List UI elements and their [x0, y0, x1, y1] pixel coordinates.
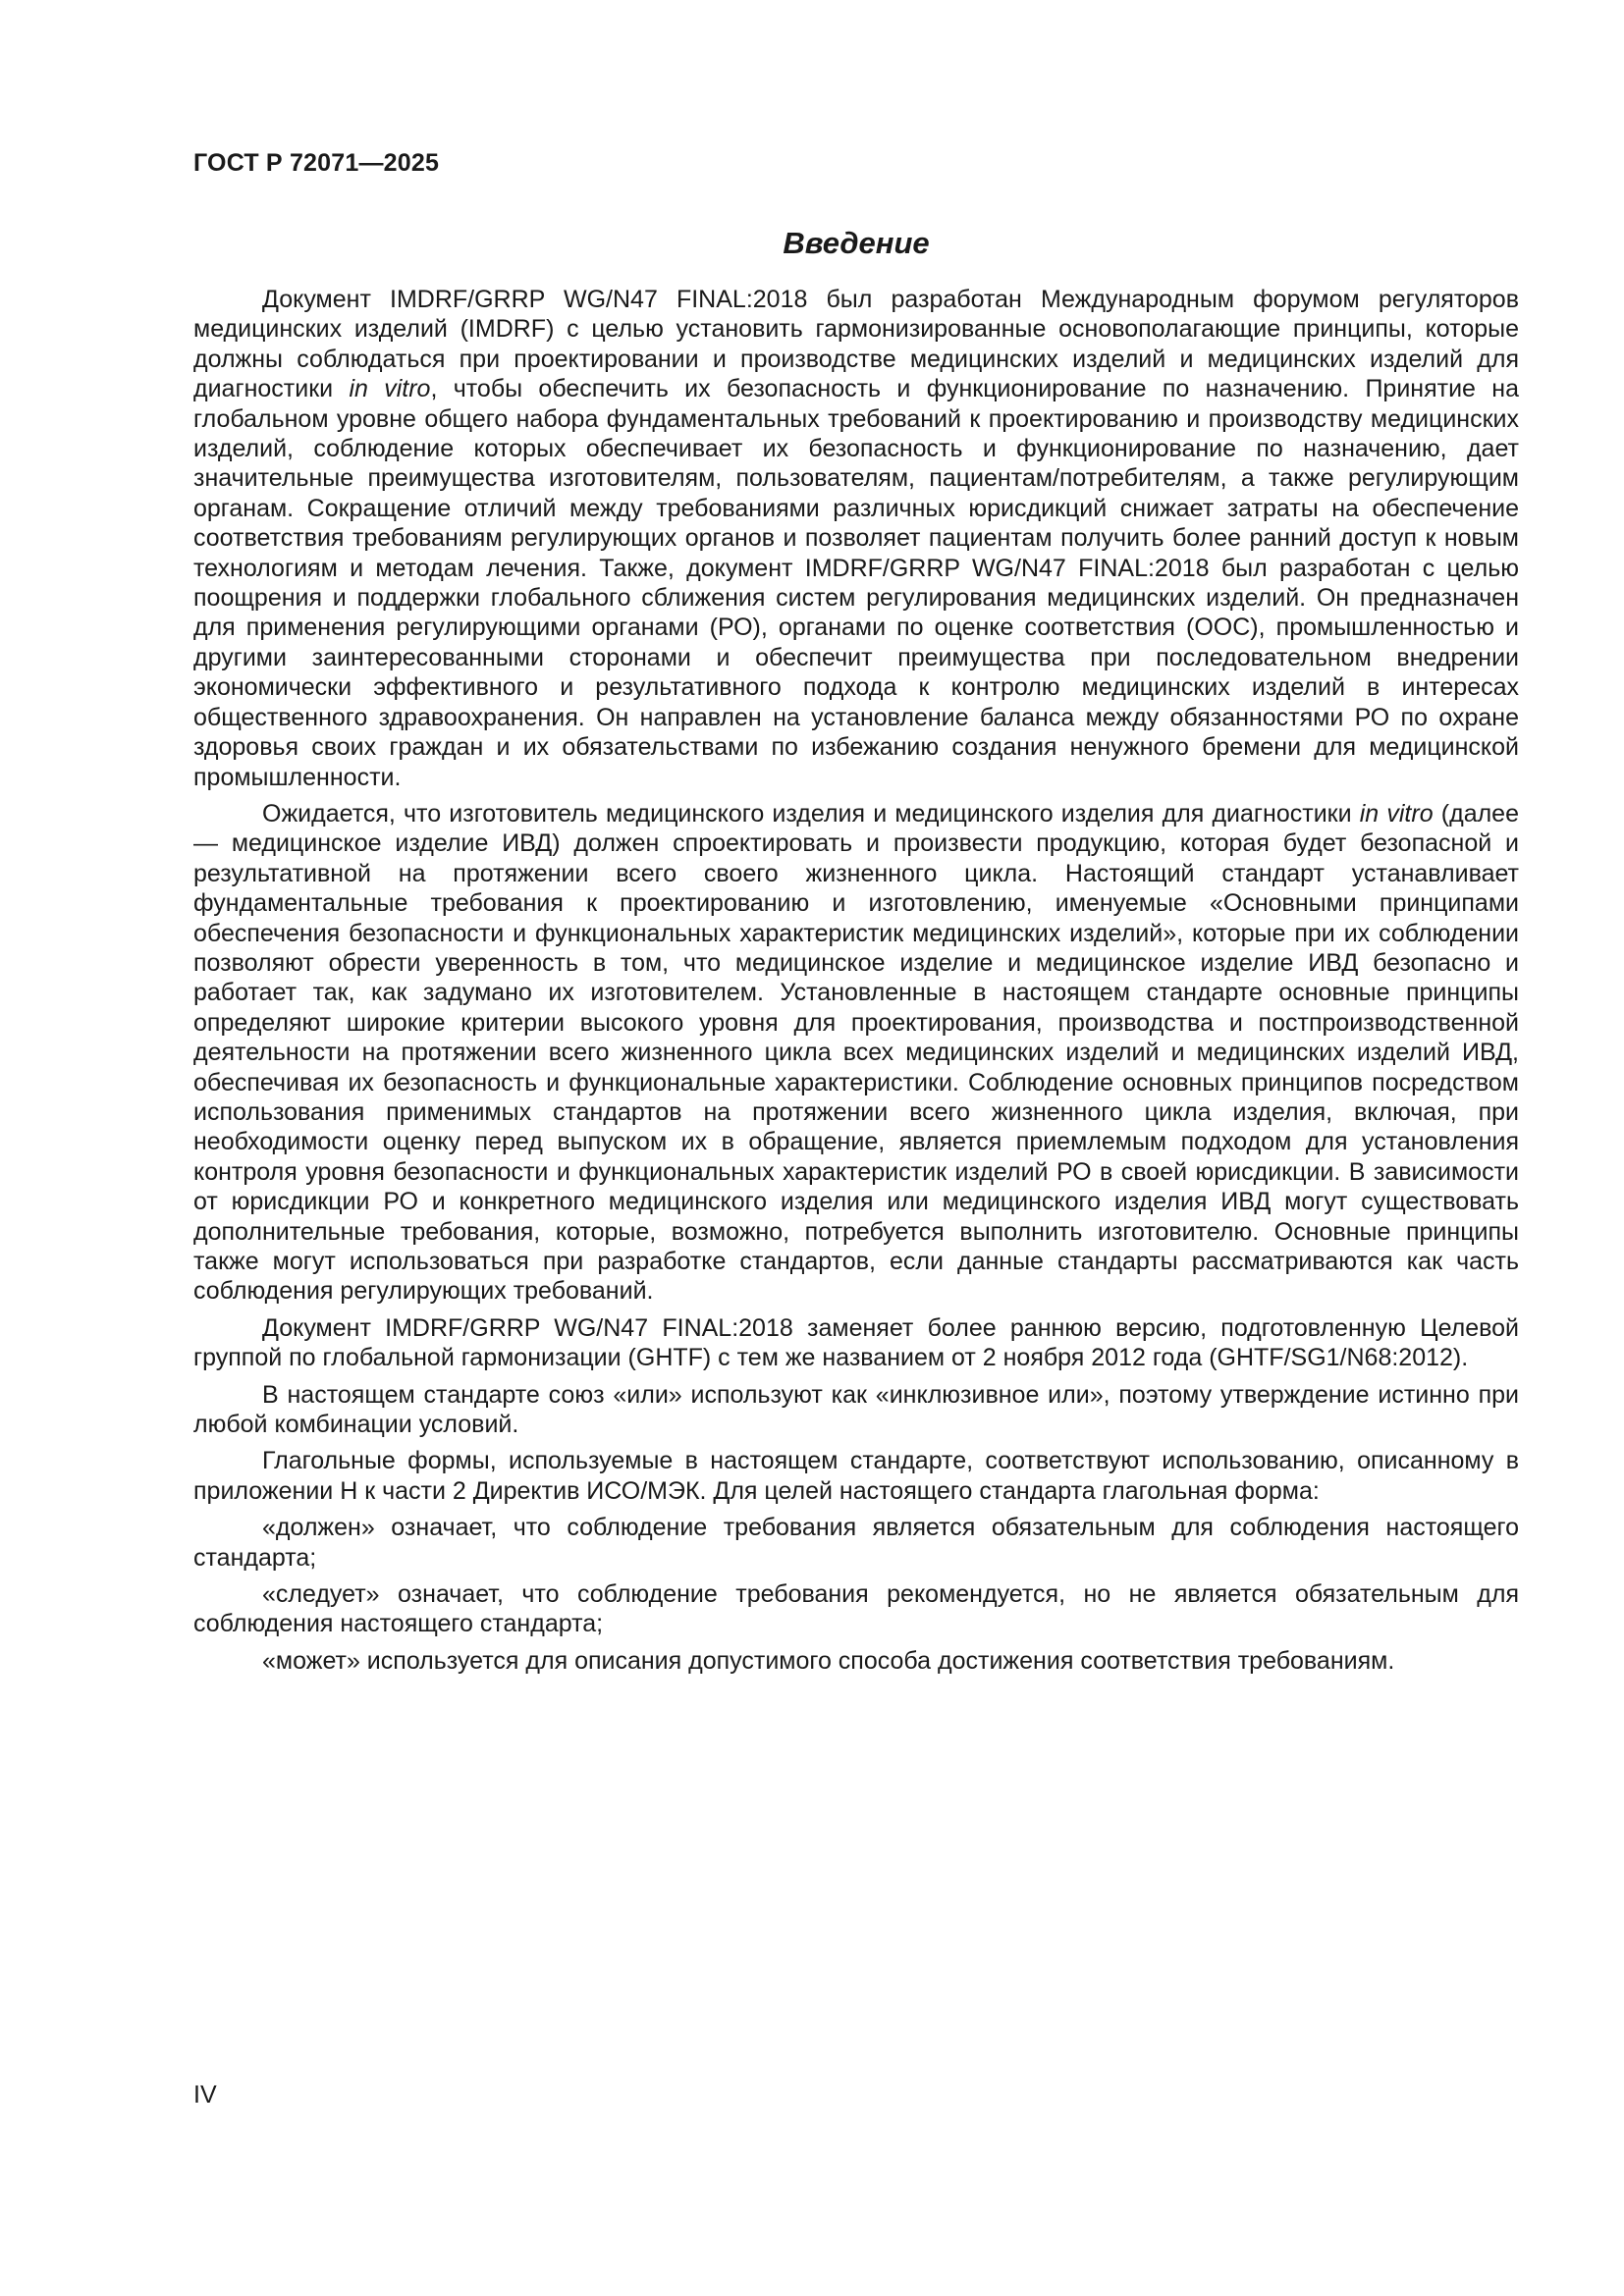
- paragraph-7: «следует» означает, что соблюдение требования рекомендуется, но не является обязательным для соблюдения настоящего стандарта;: [193, 1580, 1519, 1638]
- paragraph-4: В настоящем стандарте союз «или» используют как «инклюзивное или», поэтому утверждение истинно при любой комбинации условий.: [193, 1380, 1519, 1439]
- paragraph-1-part-a: Документ IMDRF/GRRP WG/N47 FINAL:2018 был разработан Международным форумом регуляторов медицинских изделий (IMDRF) с целью установить гармонизированные основополагающие принципы, которые должны соблюдаться при проектировании и производстве медицинских изделий и медицинских изделий для диагностики: [193, 286, 1519, 403]
- paragraph-8: «может» используется для описания допустимого способа достижения соответствия требованиям.: [262, 1646, 1395, 1675]
- paragraph-1-italic: in vitro: [349, 375, 431, 403]
- document-body: [193, 285, 1519, 1682]
- paragraph-2-part-b: (далее — медицинское изделие ИВД) должен спроектировать и произвести продукцию, которая будет безопасной и результативной на протяжении всего своего жизненного цикла. Настоящий стандарт устанавливает фундаментальные требования к проектированию и изготовлению, именуемые «Основными принципами обеспечения безопасности и функциональных характеристик медицинских изделий», которые при их соблюдении позволяют обрести уверенность в том, что медицинское изделие и медицинское изделие ИВД безопасно и работает так, как задумано их изготовителем. Установленные в настоящем стандарте основные принципы определяют широкие критерии высокого уровня для проектирования, производства и постпроизводственной деятельности на протяжении всего жизненного цикла всех медицинских изделий и медицинских изделий ИВД, обеспечивая их безопасность и функциональные характеристики. Соблюдение основных принципов посредством использования применимых стандартов на протяжении всего жизненного цикла изделия, включая, при необходимости оценку перед выпуском их в обращение, является приемлемым подходом для установления контроля уровня безопасности и функциональных характеристик изделий РО в своей юрисдикции. В зависимости от юрисдикции РО и конкретного медицинского изделия или медицинского изделия ИВД могут существовать дополнительные требования, которые, возможно, потребуется выполнить изготовителю. Основные принципы также могут использоваться при разработке стандартов, если данные стандарты рассматриваются как часть соблюдения регулирующих требований.: [193, 799, 1519, 1306]
- paragraph-1: [193, 285, 1519, 792]
- paragraph-2-italic: in vitro: [1359, 799, 1434, 828]
- document-code-header: ГОСТ Р 72071—2025: [193, 149, 440, 177]
- paragraph-5: Глагольные формы, используемые в настоящем стандарте, соответствуют использованию, описанному в приложении Н к части 2 Директив ИСО/МЭК. Для целей настоящего стандарта глагольная форма:: [193, 1447, 1519, 1505]
- paragraph-2: [193, 799, 1519, 1307]
- paragraph-1-part-b: , чтобы обеспечить их безопасность и функционирование по назначению. Принятие на глобальном уровне общего набора фундаментальных требований к проектированию и производству медицинских изделий, соблюдение которых обеспечивает их безопасность и функционирование по назначению, дает значительные преимущества изготовителям, пользователям, пациентам/потребителям, а также регулирующим органам. Сокращение отличий между требованиями различных юрисдикций снижает затраты на обеспечение соответствия требованиям регулирующих органов и позволяет пациентам получить более ранний доступ к новым технологиям и методам лечения. Также, документ IMDRF/GRRP WG/N47 FINAL:2018 был разработан с целью поощрения и поддержки глобального сближения систем регулирования медицинских изделий. Он предназначен для применения регулирующими органами (РО), органами по оценке соответствия (ООС), промышленностью и другими заинтересованными сторонами и обеспечит преимущества при последовательном внедрении экономически эффективного и результативного подхода к контролю медицинских изделий в интересах общественного здравоохранения. Он направлен на установление баланса между обязанностями РО по охране здоровья своих граждан и их обязательствами по избежанию создания ненужного бремени для медицинской промышленности.: [193, 375, 1519, 791]
- page-number: IV: [193, 2081, 217, 2109]
- paragraph-2-part-a: Ожидается, что изготовитель медицинского изделия и медицинского изделия для диагностики: [262, 799, 1360, 828]
- paragraph-3: Документ IMDRF/GRRP WG/N47 FINAL:2018 заменяет более раннюю версию, подготовленную Целевой группой по глобальной гармонизации (GHTF) с тем же названием от 2 ноября 2012 года (GHTF/SG1/N68:2012).: [193, 1313, 1519, 1372]
- paragraph-6: «должен» означает, что соблюдение требования является обязательным для соблюдения настоящего стандарта;: [193, 1514, 1519, 1572]
- section-title: Введение: [783, 226, 930, 260]
